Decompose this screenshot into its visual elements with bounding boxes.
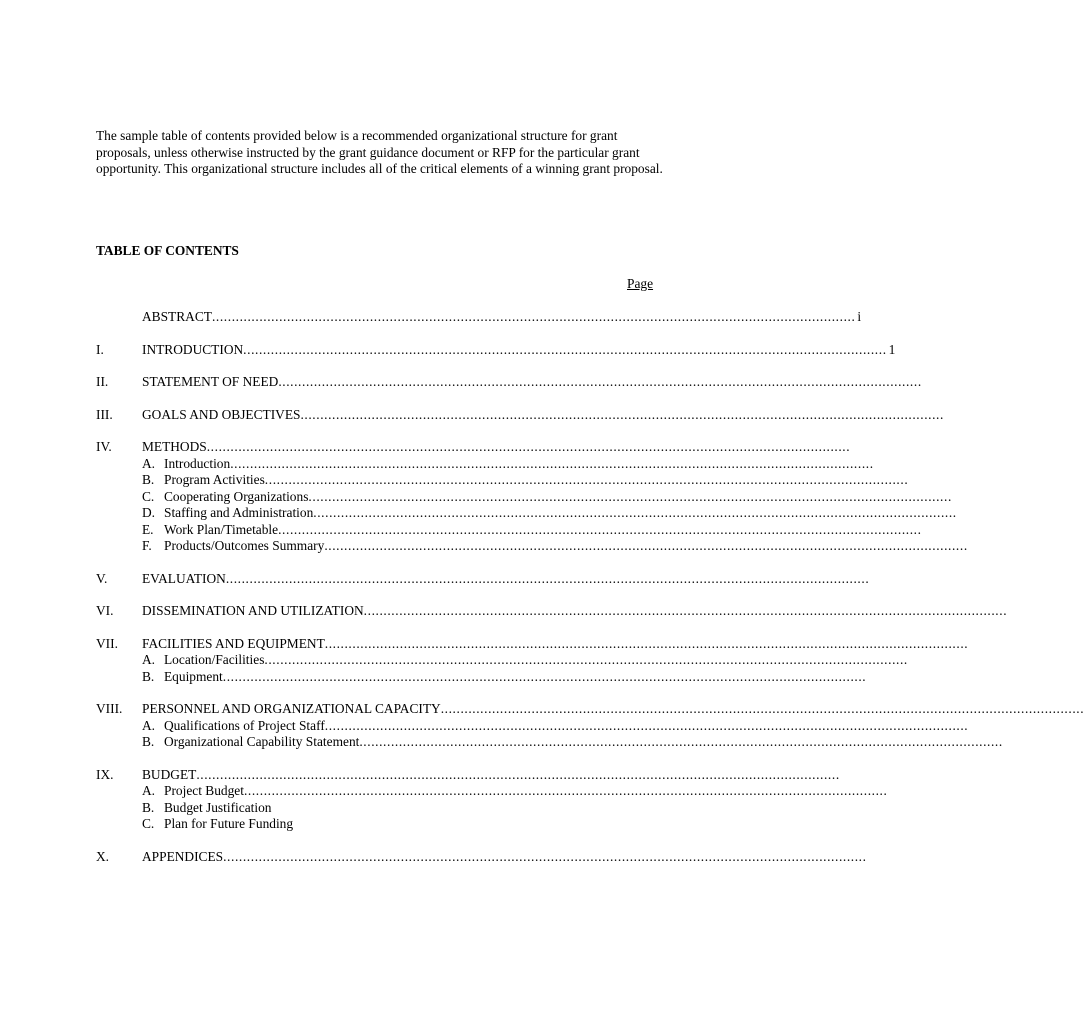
toc-entry-title: FACILITIES AND EQUIPMENT [142,635,325,651]
toc-subentry-letter: C. [142,488,155,504]
toc-subentry-title [142,652,264,669]
toc-entry-number: IX. [96,766,114,782]
toc-subentry-letter: B. [142,472,155,487]
dot-leader: ................................................................................................................................................................... [324,538,968,553]
toc-entry[interactable] [96,701,1085,718]
toc-subentry-letter: F. [142,538,152,553]
toc-subentry-label: Introduction [164,455,231,471]
toc-entry-title: GOALS AND OBJECTIVES [142,406,301,422]
toc-subentry-title [142,538,324,555]
toc-section [96,848,867,866]
toc-entry-page [869,571,871,588]
toc-entry[interactable] [96,603,1008,620]
toc-subentry[interactable] [96,783,888,800]
toc-subentry-title [142,456,230,473]
dot-leader: ................................................................................................................................................................... [324,635,969,651]
toc-subentry-indent [96,522,142,539]
toc-subentry-letter: A. [142,717,156,733]
toc-subentry-indent [96,800,142,817]
toc-subentry[interactable] [96,816,656,833]
dot-leader: ................................................................................................................................................................... [230,455,874,471]
toc-subentry-letter: B. [142,734,155,749]
dot-leader: ................................................................................................................................................................... [243,341,887,357]
dot-leader: ................................................................................................................................................................... [359,734,1003,749]
toc-subentry-indent [96,505,142,522]
toc-entry-number: VI. [96,603,114,618]
toc-subentry-label: Budget Justification [164,799,272,815]
toc-entry[interactable] [96,374,922,391]
toc-entry-page [1007,603,1009,620]
toc-subentry[interactable] [96,521,922,539]
toc-subentry-indent [96,538,142,555]
toc-section [96,309,862,326]
toc-subentry-title [142,489,308,506]
toc-subentry-indent [96,652,142,669]
toc-subentry-title [142,734,359,751]
toc-subentry-letter: A. [142,783,156,798]
dot-leader: ................................................................................................................................................................... [278,521,922,537]
toc-entry-page [968,636,970,653]
toc-subentry[interactable] [96,472,909,489]
toc-entry[interactable] [96,406,944,424]
toc-subentry[interactable] [96,734,1003,751]
toc-subentry-label: Qualifications of Project Staff [164,717,325,733]
toc-subentry-title [142,472,265,489]
intro-paragraph: The sample table of contents provided below is a recommended organizational structure for grant proposals, unless otherwise instructed by the grant guidance document or RFP for the particular grant opportunity. This organizational structure includes all of the critical elements of a winning grant proposal. [96,128,663,176]
toc-entry-number: V. [96,570,108,586]
toc-subentry-letter: D. [142,505,156,520]
toc-subentry[interactable] [96,800,656,817]
toc-entry-page [867,849,869,866]
toc-entry-title: INTRODUCTION [142,341,244,357]
toc-entry[interactable] [96,341,896,359]
toc-subentry-letter: C. [142,816,155,831]
toc-subentry-indent [96,472,142,489]
toc-entry-title: BUDGET [142,766,197,782]
toc-entry-title: EVALUATION [142,570,226,586]
dot-leader: ................................................................................................................................................................... [308,488,952,504]
toc-subentry[interactable] [96,717,969,735]
toc-section [96,341,896,359]
toc-subentry-title [142,505,313,522]
toc-subentry-label: Staffing and Administration [164,505,314,520]
dot-leader: ................................................................................................................................................................... [324,717,969,733]
toc-entry-page: 1 [888,341,896,357]
dot-leader: ................................................................................................................................................................... [211,309,856,324]
toc-subentry-title [142,522,278,539]
toc-subentry-indent [96,489,142,506]
toc-subentry-letter: A. [142,652,156,667]
toc-subentry-letter: E. [142,521,154,537]
toc-section [96,439,968,555]
toc-subentry-label: Equipment [164,668,223,684]
toc-entry-page: i [857,309,862,324]
toc-subentry-letter: A. [142,455,156,471]
toc-entry[interactable] [96,848,867,866]
toc-entry-page [850,439,852,456]
toc-section [96,766,888,833]
toc-entry-page [922,374,924,391]
toc-subentry-title [142,718,325,735]
toc-entry[interactable] [96,570,870,588]
toc-subentry-label: Products/Outcomes Summary [164,538,325,553]
table-of-contents [96,309,1085,881]
dot-leader: ................................................................................................................................................................... [206,439,851,454]
toc-entry-number: II. [96,374,109,389]
toc-subentry-indent [96,669,142,686]
toc-entry-title: METHODS [142,439,207,454]
toc-subentry-label: Program Activities [164,472,265,487]
toc-entry-number: X. [96,848,110,864]
toc-subentry-indent [96,718,142,735]
dot-leader: ................................................................................................................................................................... [313,505,957,520]
toc-subentry-indent [96,456,142,473]
toc-subentry-label: Work Plan/Timetable [164,521,279,537]
dot-leader: ................................................................................................................................................................... [300,406,944,422]
page-column-label: Page [627,276,654,291]
toc-entry-number: IV. [96,439,112,454]
toc-subentry-title [142,800,272,817]
toc-subentry-label: Project Budget [164,783,244,798]
toc-subentry[interactable] [96,668,867,686]
dot-leader: ................................................................................................................................................................... [223,848,867,864]
toc-subentry-title [142,816,293,833]
toc-subentry-indent [96,816,142,833]
toc-entry-title: DISSEMINATION AND UTILIZATION [142,603,364,618]
dot-leader: ................................................................................................................................................................... [363,603,1008,618]
dot-leader: ................................................................................................................................................................... [264,652,908,667]
toc-entry-number: I. [96,341,104,357]
toc-section [96,374,922,391]
toc-subentry-label: Location/Facilities [164,652,265,667]
toc-subentry[interactable] [96,488,952,506]
toc-section [96,701,1085,751]
toc-entry-title: APPENDICES [142,848,224,864]
toc-entry[interactable] [96,309,862,326]
dot-leader: ................................................................................................................................................................... [278,374,922,389]
toc-subentry-letter: B. [142,799,155,815]
dot-leader: ................................................................................................................................................................... [225,570,870,586]
toc-subentry[interactable] [96,455,874,473]
toc-subentry-label: Cooperating Organizations [164,488,309,504]
toc-section [96,406,944,424]
toc-subentry-title [142,669,223,686]
toc-subentry-indent [96,783,142,800]
toc-entry-title: ABSTRACT [142,309,212,324]
toc-entry-number: III. [96,406,113,422]
toc-heading: TABLE OF CONTENTS [96,243,239,258]
toc-entry-page [944,407,946,424]
toc-subentry-label: Plan for Future Funding [164,816,294,831]
dot-leader: ................................................................................................................................................................... [264,472,909,487]
toc-entry-number: VII. [96,635,118,651]
toc-subentry[interactable] [96,505,957,522]
toc-section [96,570,870,588]
toc-section [96,603,1008,620]
toc-entry-page [840,767,842,784]
dot-leader: ................................................................................................................................................................... [222,668,867,684]
toc-entry-number [96,309,142,326]
dot-leader: ................................................................................................................................................................... [243,783,888,798]
dot-leader: ................................................................................................................................................................... [440,701,1085,716]
toc-subentry[interactable] [96,538,968,555]
toc-entry-title: PERSONNEL AND ORGANIZATIONAL CAPACITY [142,701,441,716]
toc-subentry-label: Organizational Capability Statement [164,734,360,749]
dot-leader: ................................................................................................................................................................... [196,766,840,782]
toc-subentry-title [142,783,244,800]
toc-entry[interactable] [96,766,840,784]
toc-entry[interactable] [96,439,851,456]
toc-subentry-letter: B. [142,668,155,684]
toc-subentry-indent [96,734,142,751]
toc-section [96,635,969,686]
toc-entry[interactable] [96,635,969,653]
toc-subentry[interactable] [96,652,908,669]
toc-entry-title: STATEMENT OF NEED [142,374,279,389]
toc-entry-number: VIII. [96,701,123,716]
